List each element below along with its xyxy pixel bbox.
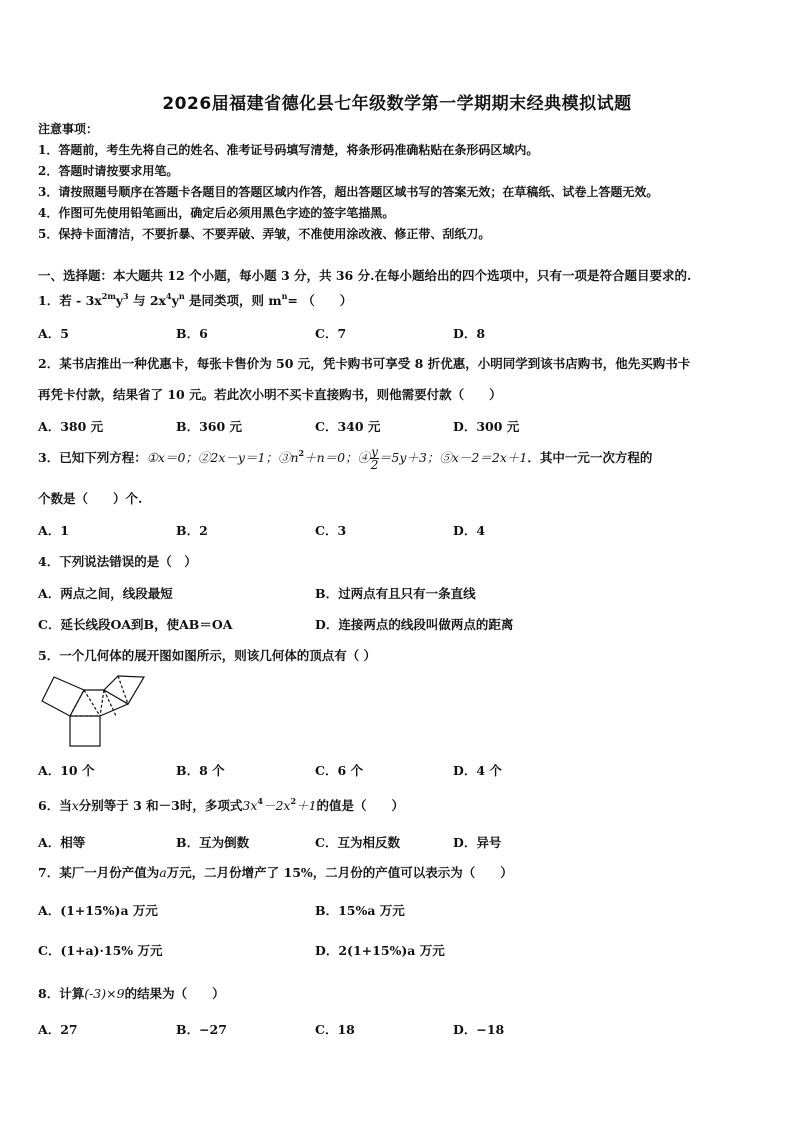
bottom-square-face <box>70 716 100 746</box>
option-a: A．(1+15%)a 万元 <box>38 903 158 918</box>
option-d: D．连接两点的线段叫做两点的距离 <box>315 617 514 632</box>
option-b: B．2 <box>176 523 208 538</box>
option-d: D．异号 <box>453 835 502 850</box>
option-d: D．8 <box>453 326 486 341</box>
option-c: C．6 个 <box>315 763 363 778</box>
option-c: C．(1+a)·15% 万元 <box>38 943 163 958</box>
option-d: D．2(1+15%)a 万元 <box>315 943 445 958</box>
option-d: D．−18 <box>453 1022 505 1037</box>
question-2-line1: 2．某书店推出一种优惠卡，每张卡售价为 50 元，凭卡购书可享受 8 折优惠，小明同学到该书店购书，他先买购书卡 <box>38 356 691 371</box>
question-1-stem: 1．若 - $3x^{2m}y^3$ 与 $2x^4y^n$ 是同类项，则 $m^n=$ （ ） <box>38 291 353 308</box>
option-b: B．互为倒数 <box>176 835 250 850</box>
question-3-line2: 个数是（ ）个. <box>38 491 143 506</box>
right-rectangle-face <box>104 676 144 704</box>
option-a: A．27 <box>38 1022 78 1037</box>
question-3-stem: 3．已知下列方程：①x＝0；②2x－y＝1；$③n^2+n=0$；④ $\frac{y}{2}$ ＝5y＋3；⑤x－2＝2x＋1．其中一元一次方程的 <box>38 445 653 472</box>
option-c: C．7 <box>315 326 347 341</box>
option-a: A．1 <box>38 523 69 538</box>
option-c: C．18 <box>315 1022 355 1037</box>
option-c: C．340 元 <box>315 419 381 434</box>
question-8-stem: 8．计算(-3)×9的结果为（ ） <box>38 986 225 1001</box>
option-a: A．两点之间，线段最短 <box>38 586 173 601</box>
option-a: A．380 元 <box>38 419 104 434</box>
option-b: B．−27 <box>176 1022 227 1037</box>
option-b: B．360 元 <box>176 419 243 434</box>
note-item: 1．答题前，考生先将自己的姓名、准考证号码填写清楚，将条形码准确粘贴在条形码区域内。 <box>38 143 539 157</box>
left-rectangle-face <box>42 677 84 716</box>
section-heading: 一、选择题：本大题共 12 个小题，每小题 3 分，共 36 分.在每小题给出的四个选项中，只有一项是符合题目要求的. <box>38 268 692 283</box>
page-title: 2026届福建省德化县七年级数学第一学期期末经典模拟试题 <box>162 94 632 114</box>
fold-edge <box>100 690 104 716</box>
fold-edge <box>84 690 100 716</box>
option-a: A．10 个 <box>38 763 95 778</box>
notes-heading: 注意事项： <box>38 122 99 136</box>
option-b: B．8 个 <box>176 763 225 778</box>
option-c: C．延长线段OA到B，使AB＝OA <box>38 617 233 632</box>
connector-edge <box>100 704 128 716</box>
option-a: A．5 <box>38 326 69 341</box>
question-6-stem: 6．当x分别等于 3 和－3时，多项式$3x^4-2x^2+1$的值是（ ） <box>38 796 405 813</box>
question-5-stem: 5．一个几何体的展开图如图所示，则该几何体的顶点有（ ） <box>38 648 377 663</box>
option-b: B．6 <box>176 326 208 341</box>
question-7-stem: 7．某厂一月份产值为a万元，二月份增产了 15%，二月份的产值可以表示为（ ） <box>38 865 513 880</box>
option-a: A．相等 <box>38 835 86 850</box>
option-d: D．4 <box>453 523 486 538</box>
fold-edge <box>118 676 128 704</box>
option-b: B．过两点有且只有一条直线 <box>315 586 476 601</box>
option-d: D．4 个 <box>453 763 502 778</box>
note-item: 5．保持卡面清洁，不要折暴、不要弄破、弄皱，不准使用涂改液、修正带、刮纸刀。 <box>38 227 491 241</box>
option-b: B．15%a 万元 <box>315 903 405 918</box>
question-4-stem: 4．下列说法错误的是（ ） <box>38 554 197 569</box>
option-c: C．3 <box>315 523 347 538</box>
question-2-line2: 再凭卡付款，结果省了 10 元。若此次小明不买卡直接购书，则他需要付款（ ） <box>38 387 502 402</box>
note-item: 2．答题时请按要求用笔。 <box>38 164 179 178</box>
net-diagram <box>38 672 150 750</box>
note-item: 3．请按照题号顺序在答题卡各题目的答题区域内作答，超出答题区域书写的答案无效；在草稿纸、试卷上答题无效。 <box>38 185 659 199</box>
note-item: 4．作图可先使用铅笔画出，确定后必须用黑色字迹的签字笔描黑。 <box>38 206 395 220</box>
option-d: D．300 元 <box>453 419 520 434</box>
option-c: C．互为相反数 <box>315 835 400 850</box>
